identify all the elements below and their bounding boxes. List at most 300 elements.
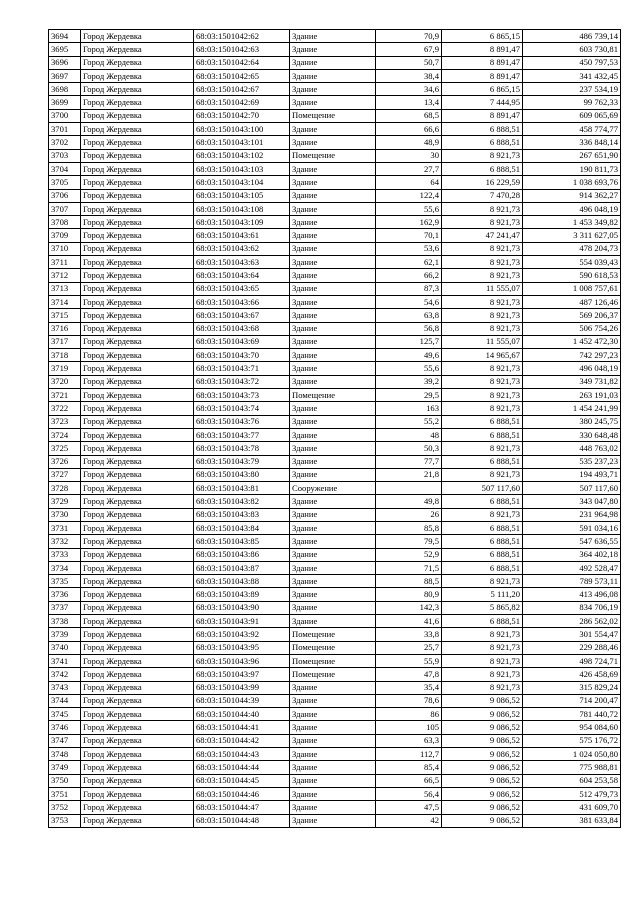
cadastral-number-cell: 68:03:1501044:39 <box>194 694 290 707</box>
row-number-cell: 3744 <box>49 694 81 707</box>
locality-cell: Город Жердевка <box>81 362 194 375</box>
unit-value-cell: 9 086,52 <box>442 774 523 787</box>
locality-cell: Город Жердевка <box>81 428 194 441</box>
locality-cell: Город Жердевка <box>81 389 194 402</box>
row-number-cell: 3712 <box>49 269 81 282</box>
table-row <box>49 455 621 468</box>
area-cell: 55,9 <box>376 654 442 667</box>
row-number-cell: 3723 <box>49 415 81 428</box>
cadastral-value-cell: 742 297,23 <box>523 349 621 362</box>
table-row <box>49 176 621 189</box>
unit-value-cell: 11 555,07 <box>442 335 523 348</box>
table-row <box>49 322 621 335</box>
row-number-cell: 3745 <box>49 708 81 721</box>
object-type-cell: Здание <box>290 708 376 721</box>
locality-cell: Город Жердевка <box>81 402 194 415</box>
cadastral-value-cell: 590 618,53 <box>523 269 621 282</box>
object-type-cell: Здание <box>290 774 376 787</box>
area-cell: 64 <box>376 176 442 189</box>
area-cell: 49,8 <box>376 495 442 508</box>
object-type-cell: Здание <box>290 256 376 269</box>
cadastral-value-cell: 1 454 241,99 <box>523 402 621 415</box>
table-row <box>49 442 621 455</box>
unit-value-cell: 8 921,73 <box>442 628 523 641</box>
row-number-cell: 3714 <box>49 295 81 308</box>
row-number-cell: 3719 <box>49 362 81 375</box>
locality-cell: Город Жердевка <box>81 282 194 295</box>
table-row <box>49 748 621 761</box>
area-cell: 26 <box>376 508 442 521</box>
cadastral-number-cell: 68:03:1501043:81 <box>194 482 290 495</box>
cadastral-value-cell: 954 084,60 <box>523 721 621 734</box>
row-number-cell: 3717 <box>49 335 81 348</box>
object-type-cell: Здание <box>290 362 376 375</box>
unit-value-cell: 8 891,47 <box>442 69 523 82</box>
cadastral-value-cell: 1 038 693,76 <box>523 176 621 189</box>
area-cell: 55,2 <box>376 415 442 428</box>
row-number-cell: 3741 <box>49 654 81 667</box>
cadastral-number-cell: 68:03:1501043:84 <box>194 521 290 534</box>
locality-cell: Город Жердевка <box>81 615 194 628</box>
area-cell: 163 <box>376 402 442 415</box>
row-number-cell: 3710 <box>49 242 81 255</box>
unit-value-cell: 8 921,73 <box>442 256 523 269</box>
cadastral-value-cell: 781 440,72 <box>523 708 621 721</box>
row-number-cell: 3702 <box>49 136 81 149</box>
object-type-cell: Здание <box>290 69 376 82</box>
table-row <box>49 362 621 375</box>
unit-value-cell: 507 117,60 <box>442 482 523 495</box>
unit-value-cell: 8 921,73 <box>442 641 523 654</box>
unit-value-cell: 8 921,73 <box>442 269 523 282</box>
locality-cell: Город Жердевка <box>81 349 194 362</box>
table-row <box>49 508 621 521</box>
unit-value-cell: 5 111,20 <box>442 588 523 601</box>
unit-value-cell: 9 086,52 <box>442 721 523 734</box>
cadastral-number-cell: 68:03:1501043:102 <box>194 149 290 162</box>
table-row <box>49 216 621 229</box>
object-type-cell: Здание <box>290 30 376 43</box>
locality-cell: Город Жердевка <box>81 309 194 322</box>
object-type-cell: Здание <box>290 508 376 521</box>
cadastral-value-cell: 458 774,77 <box>523 123 621 136</box>
unit-value-cell: 6 888,51 <box>442 535 523 548</box>
cadastral-value-cell: 413 496,08 <box>523 588 621 601</box>
cadastral-number-cell: 68:03:1501043:89 <box>194 588 290 601</box>
cadastral-value-cell: 381 633,84 <box>523 814 621 827</box>
locality-cell: Город Жердевка <box>81 415 194 428</box>
table-row <box>49 495 621 508</box>
object-type-cell: Здание <box>290 787 376 800</box>
cadastral-number-cell: 68:03:1501043:61 <box>194 229 290 242</box>
object-type-cell: Здание <box>290 588 376 601</box>
area-cell: 48 <box>376 428 442 441</box>
unit-value-cell: 8 921,73 <box>442 322 523 335</box>
object-type-cell: Здание <box>290 801 376 814</box>
table-row <box>49 521 621 534</box>
object-type-cell: Здание <box>290 162 376 175</box>
cadastral-value-cell: 267 651,90 <box>523 149 621 162</box>
cadastral-value-cell: 1 452 472,30 <box>523 335 621 348</box>
object-type-cell: Здание <box>290 495 376 508</box>
table-row <box>49 202 621 215</box>
locality-cell: Город Жердевка <box>81 548 194 561</box>
locality-cell: Город Жердевка <box>81 216 194 229</box>
table-row <box>49 256 621 269</box>
cadastral-number-cell: 68:03:1501043:90 <box>194 601 290 614</box>
cadastral-number-cell: 68:03:1501043:95 <box>194 641 290 654</box>
table-row <box>49 136 621 149</box>
locality-cell: Город Жердевка <box>81 495 194 508</box>
unit-value-cell: 6 888,51 <box>442 136 523 149</box>
area-cell: 55,6 <box>376 362 442 375</box>
area-cell: 122,4 <box>376 189 442 202</box>
row-number-cell: 3695 <box>49 43 81 56</box>
unit-value-cell: 8 921,73 <box>442 362 523 375</box>
cadastral-value-cell: 496 048,19 <box>523 362 621 375</box>
locality-cell: Город Жердевка <box>81 482 194 495</box>
row-number-cell: 3733 <box>49 548 81 561</box>
area-cell: 70,9 <box>376 30 442 43</box>
table-row <box>49 402 621 415</box>
area-cell: 47,8 <box>376 668 442 681</box>
row-number-cell: 3728 <box>49 482 81 495</box>
cadastral-value-cell: 575 176,72 <box>523 734 621 747</box>
cadastral-value-cell: 789 573,11 <box>523 575 621 588</box>
object-type-cell: Здание <box>290 748 376 761</box>
cadastral-number-cell: 68:03:1501043:109 <box>194 216 290 229</box>
area-cell: 85,8 <box>376 521 442 534</box>
cadastral-number-cell: 68:03:1501044:40 <box>194 708 290 721</box>
locality-cell: Город Жердевка <box>81 787 194 800</box>
area-cell: 77,7 <box>376 455 442 468</box>
unit-value-cell: 9 086,52 <box>442 787 523 800</box>
area-cell: 112,7 <box>376 748 442 761</box>
area-cell: 63,3 <box>376 734 442 747</box>
locality-cell: Город Жердевка <box>81 149 194 162</box>
table-row <box>49 787 621 800</box>
cadastral-number-cell: 68:03:1501042:69 <box>194 96 290 109</box>
object-type-cell: Здание <box>290 455 376 468</box>
row-number-cell: 3709 <box>49 229 81 242</box>
area-cell: 50,7 <box>376 56 442 69</box>
unit-value-cell: 6 888,51 <box>442 561 523 574</box>
cadastral-number-cell: 68:03:1501043:67 <box>194 309 290 322</box>
area-cell: 86 <box>376 708 442 721</box>
row-number-cell: 3694 <box>49 30 81 43</box>
unit-value-cell: 47 241,47 <box>442 229 523 242</box>
table-row <box>49 681 621 694</box>
object-type-cell: Помещение <box>290 389 376 402</box>
table-row <box>49 468 621 481</box>
cadastral-number-cell: 68:03:1501044:48 <box>194 814 290 827</box>
table-row <box>49 694 621 707</box>
cadastral-number-cell: 68:03:1501043:78 <box>194 442 290 455</box>
cadastral-number-cell: 68:03:1501043:91 <box>194 615 290 628</box>
table-row <box>49 482 621 495</box>
area-cell: 50,3 <box>376 442 442 455</box>
locality-cell: Город Жердевка <box>81 628 194 641</box>
locality-cell: Город Жердевка <box>81 575 194 588</box>
unit-value-cell: 16 229,59 <box>442 176 523 189</box>
cadastral-value-cell: 426 458,69 <box>523 668 621 681</box>
row-number-cell: 3753 <box>49 814 81 827</box>
row-number-cell: 3700 <box>49 109 81 122</box>
row-number-cell: 3734 <box>49 561 81 574</box>
area-cell: 33,8 <box>376 628 442 641</box>
locality-cell: Город Жердевка <box>81 521 194 534</box>
area-cell: 42 <box>376 814 442 827</box>
cadastral-number-cell: 68:03:1501043:70 <box>194 349 290 362</box>
unit-value-cell: 8 921,73 <box>442 681 523 694</box>
object-type-cell: Здание <box>290 814 376 827</box>
object-type-cell: Здание <box>290 202 376 215</box>
table-row <box>49 242 621 255</box>
table-row <box>49 389 621 402</box>
area-cell: 21,8 <box>376 468 442 481</box>
table-row <box>49 628 621 641</box>
locality-cell: Город Жердевка <box>81 109 194 122</box>
cadastral-number-cell: 68:03:1501043:66 <box>194 295 290 308</box>
unit-value-cell: 14 965,67 <box>442 349 523 362</box>
row-number-cell: 3730 <box>49 508 81 521</box>
row-number-cell: 3740 <box>49 641 81 654</box>
cadastral-number-cell: 68:03:1501044:44 <box>194 761 290 774</box>
table-row <box>49 588 621 601</box>
unit-value-cell: 8 921,73 <box>442 242 523 255</box>
object-type-cell: Помещение <box>290 149 376 162</box>
locality-cell: Город Жердевка <box>81 162 194 175</box>
row-number-cell: 3706 <box>49 189 81 202</box>
cadastral-value-cell: 486 739,14 <box>523 30 621 43</box>
object-type-cell: Здание <box>290 428 376 441</box>
area-cell: 78,6 <box>376 694 442 707</box>
cadastral-value-cell: 506 754,26 <box>523 322 621 335</box>
table-row <box>49 335 621 348</box>
document-page <box>48 29 620 828</box>
object-type-cell: Здание <box>290 548 376 561</box>
locality-cell: Город Жердевка <box>81 269 194 282</box>
cadastral-number-cell: 68:03:1501043:71 <box>194 362 290 375</box>
table-row <box>49 654 621 667</box>
cadastral-number-cell: 68:03:1501043:74 <box>194 402 290 415</box>
area-cell: 53,6 <box>376 242 442 255</box>
cadastral-number-cell: 68:03:1501043:97 <box>194 668 290 681</box>
area-cell: 29,5 <box>376 389 442 402</box>
cadastral-number-cell: 68:03:1501043:99 <box>194 681 290 694</box>
row-number-cell: 3736 <box>49 588 81 601</box>
locality-cell: Город Жердевка <box>81 442 194 455</box>
cadastral-value-cell: 315 829,24 <box>523 681 621 694</box>
unit-value-cell: 8 921,73 <box>442 442 523 455</box>
area-cell: 41,6 <box>376 615 442 628</box>
row-number-cell: 3698 <box>49 83 81 96</box>
unit-value-cell: 8 921,73 <box>442 575 523 588</box>
table-row <box>49 535 621 548</box>
row-number-cell: 3708 <box>49 216 81 229</box>
object-type-cell: Здание <box>290 123 376 136</box>
area-cell: 63,8 <box>376 309 442 322</box>
table-row <box>49 189 621 202</box>
row-number-cell: 3697 <box>49 69 81 82</box>
cadastral-number-cell: 68:03:1501043:87 <box>194 561 290 574</box>
locality-cell: Город Жердевка <box>81 694 194 707</box>
table-row <box>49 721 621 734</box>
row-number-cell: 3742 <box>49 668 81 681</box>
locality-cell: Город Жердевка <box>81 123 194 136</box>
object-type-cell: Здание <box>290 575 376 588</box>
area-cell: 52,9 <box>376 548 442 561</box>
cadastral-value-cell: 1 008 757,61 <box>523 282 621 295</box>
cadastral-number-cell: 68:03:1501043:69 <box>194 335 290 348</box>
row-number-cell: 3716 <box>49 322 81 335</box>
cadastral-value-cell: 487 126,46 <box>523 295 621 308</box>
object-type-cell: Здание <box>290 721 376 734</box>
locality-cell: Город Жердевка <box>81 322 194 335</box>
object-type-cell: Здание <box>290 601 376 614</box>
table-body <box>49 30 621 828</box>
row-number-cell: 3732 <box>49 535 81 548</box>
table-row <box>49 575 621 588</box>
cadastral-number-cell: 68:03:1501043:103 <box>194 162 290 175</box>
cadastral-number-cell: 68:03:1501043:108 <box>194 202 290 215</box>
cadastral-number-cell: 68:03:1501042:67 <box>194 83 290 96</box>
area-cell: 142,3 <box>376 601 442 614</box>
area-cell: 80,9 <box>376 588 442 601</box>
unit-value-cell: 6 888,51 <box>442 455 523 468</box>
cadastral-number-cell: 68:03:1501043:88 <box>194 575 290 588</box>
locality-cell: Город Жердевка <box>81 681 194 694</box>
locality-cell: Город Жердевка <box>81 56 194 69</box>
row-number-cell: 3747 <box>49 734 81 747</box>
unit-value-cell: 8 921,73 <box>442 389 523 402</box>
cadastral-value-cell: 591 034,16 <box>523 521 621 534</box>
row-number-cell: 3727 <box>49 468 81 481</box>
row-number-cell: 3721 <box>49 389 81 402</box>
table-row <box>49 282 621 295</box>
table-row <box>49 561 621 574</box>
area-cell: 49,6 <box>376 349 442 362</box>
table-row <box>49 708 621 721</box>
cadastral-value-cell: 604 253,58 <box>523 774 621 787</box>
row-number-cell: 3735 <box>49 575 81 588</box>
area-cell: 56,8 <box>376 322 442 335</box>
unit-value-cell: 6 888,51 <box>442 415 523 428</box>
row-number-cell: 3739 <box>49 628 81 641</box>
cadastral-value-cell: 914 362,27 <box>523 189 621 202</box>
cadastral-number-cell: 68:03:1501043:76 <box>194 415 290 428</box>
row-number-cell: 3748 <box>49 748 81 761</box>
table-row <box>49 69 621 82</box>
cadastral-value-cell: 448 763,02 <box>523 442 621 455</box>
table-row <box>49 229 621 242</box>
unit-value-cell: 11 555,07 <box>442 282 523 295</box>
unit-value-cell: 6 888,51 <box>442 521 523 534</box>
unit-value-cell: 8 921,73 <box>442 375 523 388</box>
area-cell: 67,9 <box>376 43 442 56</box>
unit-value-cell: 8 921,73 <box>442 468 523 481</box>
cadastral-value-cell: 450 797,53 <box>523 56 621 69</box>
row-number-cell: 3718 <box>49 349 81 362</box>
locality-cell: Город Жердевка <box>81 668 194 681</box>
object-type-cell: Здание <box>290 415 376 428</box>
unit-value-cell: 5 865,82 <box>442 601 523 614</box>
cadastral-number-cell: 68:03:1501043:92 <box>194 628 290 641</box>
cadastral-value-cell: 349 731,82 <box>523 375 621 388</box>
cadastral-value-cell: 380 245,75 <box>523 415 621 428</box>
unit-value-cell: 8 921,73 <box>442 508 523 521</box>
cadastral-value-cell: 603 730,81 <box>523 43 621 56</box>
area-cell: 162,9 <box>376 216 442 229</box>
unit-value-cell: 8 921,73 <box>442 295 523 308</box>
unit-value-cell: 7 444,95 <box>442 96 523 109</box>
unit-value-cell: 6 865,15 <box>442 30 523 43</box>
table-row <box>49 814 621 827</box>
area-cell: 87,3 <box>376 282 442 295</box>
cadastral-value-cell: 330 648,48 <box>523 428 621 441</box>
object-type-cell: Здание <box>290 242 376 255</box>
unit-value-cell: 9 086,52 <box>442 801 523 814</box>
unit-value-cell: 6 888,51 <box>442 548 523 561</box>
cadastral-value-cell: 194 493,71 <box>523 468 621 481</box>
locality-cell: Город Жердевка <box>81 601 194 614</box>
row-number-cell: 3703 <box>49 149 81 162</box>
locality-cell: Город Жердевка <box>81 508 194 521</box>
cadastral-value-cell: 492 528,47 <box>523 561 621 574</box>
table-row <box>49 83 621 96</box>
locality-cell: Город Жердевка <box>81 721 194 734</box>
cadastral-number-cell: 68:03:1501043:68 <box>194 322 290 335</box>
row-number-cell: 3749 <box>49 761 81 774</box>
row-number-cell: 3699 <box>49 96 81 109</box>
cadastral-number-cell: 68:03:1501043:79 <box>194 455 290 468</box>
row-number-cell: 3752 <box>49 801 81 814</box>
object-type-cell: Здание <box>290 734 376 747</box>
object-type-cell: Здание <box>290 375 376 388</box>
object-type-cell: Здание <box>290 282 376 295</box>
cadastral-value-cell: 231 964,98 <box>523 508 621 521</box>
object-type-cell: Здание <box>290 761 376 774</box>
cadastral-number-cell: 68:03:1501043:63 <box>194 256 290 269</box>
table-row <box>49 269 621 282</box>
area-cell: 125,7 <box>376 335 442 348</box>
object-type-cell: Здание <box>290 96 376 109</box>
row-number-cell: 3707 <box>49 202 81 215</box>
row-number-cell: 3737 <box>49 601 81 614</box>
area-cell: 55,6 <box>376 202 442 215</box>
cadastral-number-cell: 68:03:1501043:105 <box>194 189 290 202</box>
area-cell: 34,6 <box>376 83 442 96</box>
cadastral-value-cell: 99 762,33 <box>523 96 621 109</box>
cadastral-number-cell: 68:03:1501043:83 <box>194 508 290 521</box>
area-cell: 13,4 <box>376 96 442 109</box>
locality-cell: Город Жердевка <box>81 588 194 601</box>
row-number-cell: 3724 <box>49 428 81 441</box>
object-type-cell: Помещение <box>290 654 376 667</box>
locality-cell: Город Жердевка <box>81 256 194 269</box>
unit-value-cell: 9 086,52 <box>442 748 523 761</box>
cadastral-number-cell: 68:03:1501043:73 <box>194 389 290 402</box>
cadastral-value-cell: 1 453 349,82 <box>523 216 621 229</box>
object-type-cell: Помещение <box>290 109 376 122</box>
area-cell: 35,4 <box>376 681 442 694</box>
area-cell: 25,7 <box>376 641 442 654</box>
row-number-cell: 3701 <box>49 123 81 136</box>
locality-cell: Город Жердевка <box>81 229 194 242</box>
row-number-cell: 3731 <box>49 521 81 534</box>
unit-value-cell: 8 921,73 <box>442 654 523 667</box>
locality-cell: Город Жердевка <box>81 83 194 96</box>
